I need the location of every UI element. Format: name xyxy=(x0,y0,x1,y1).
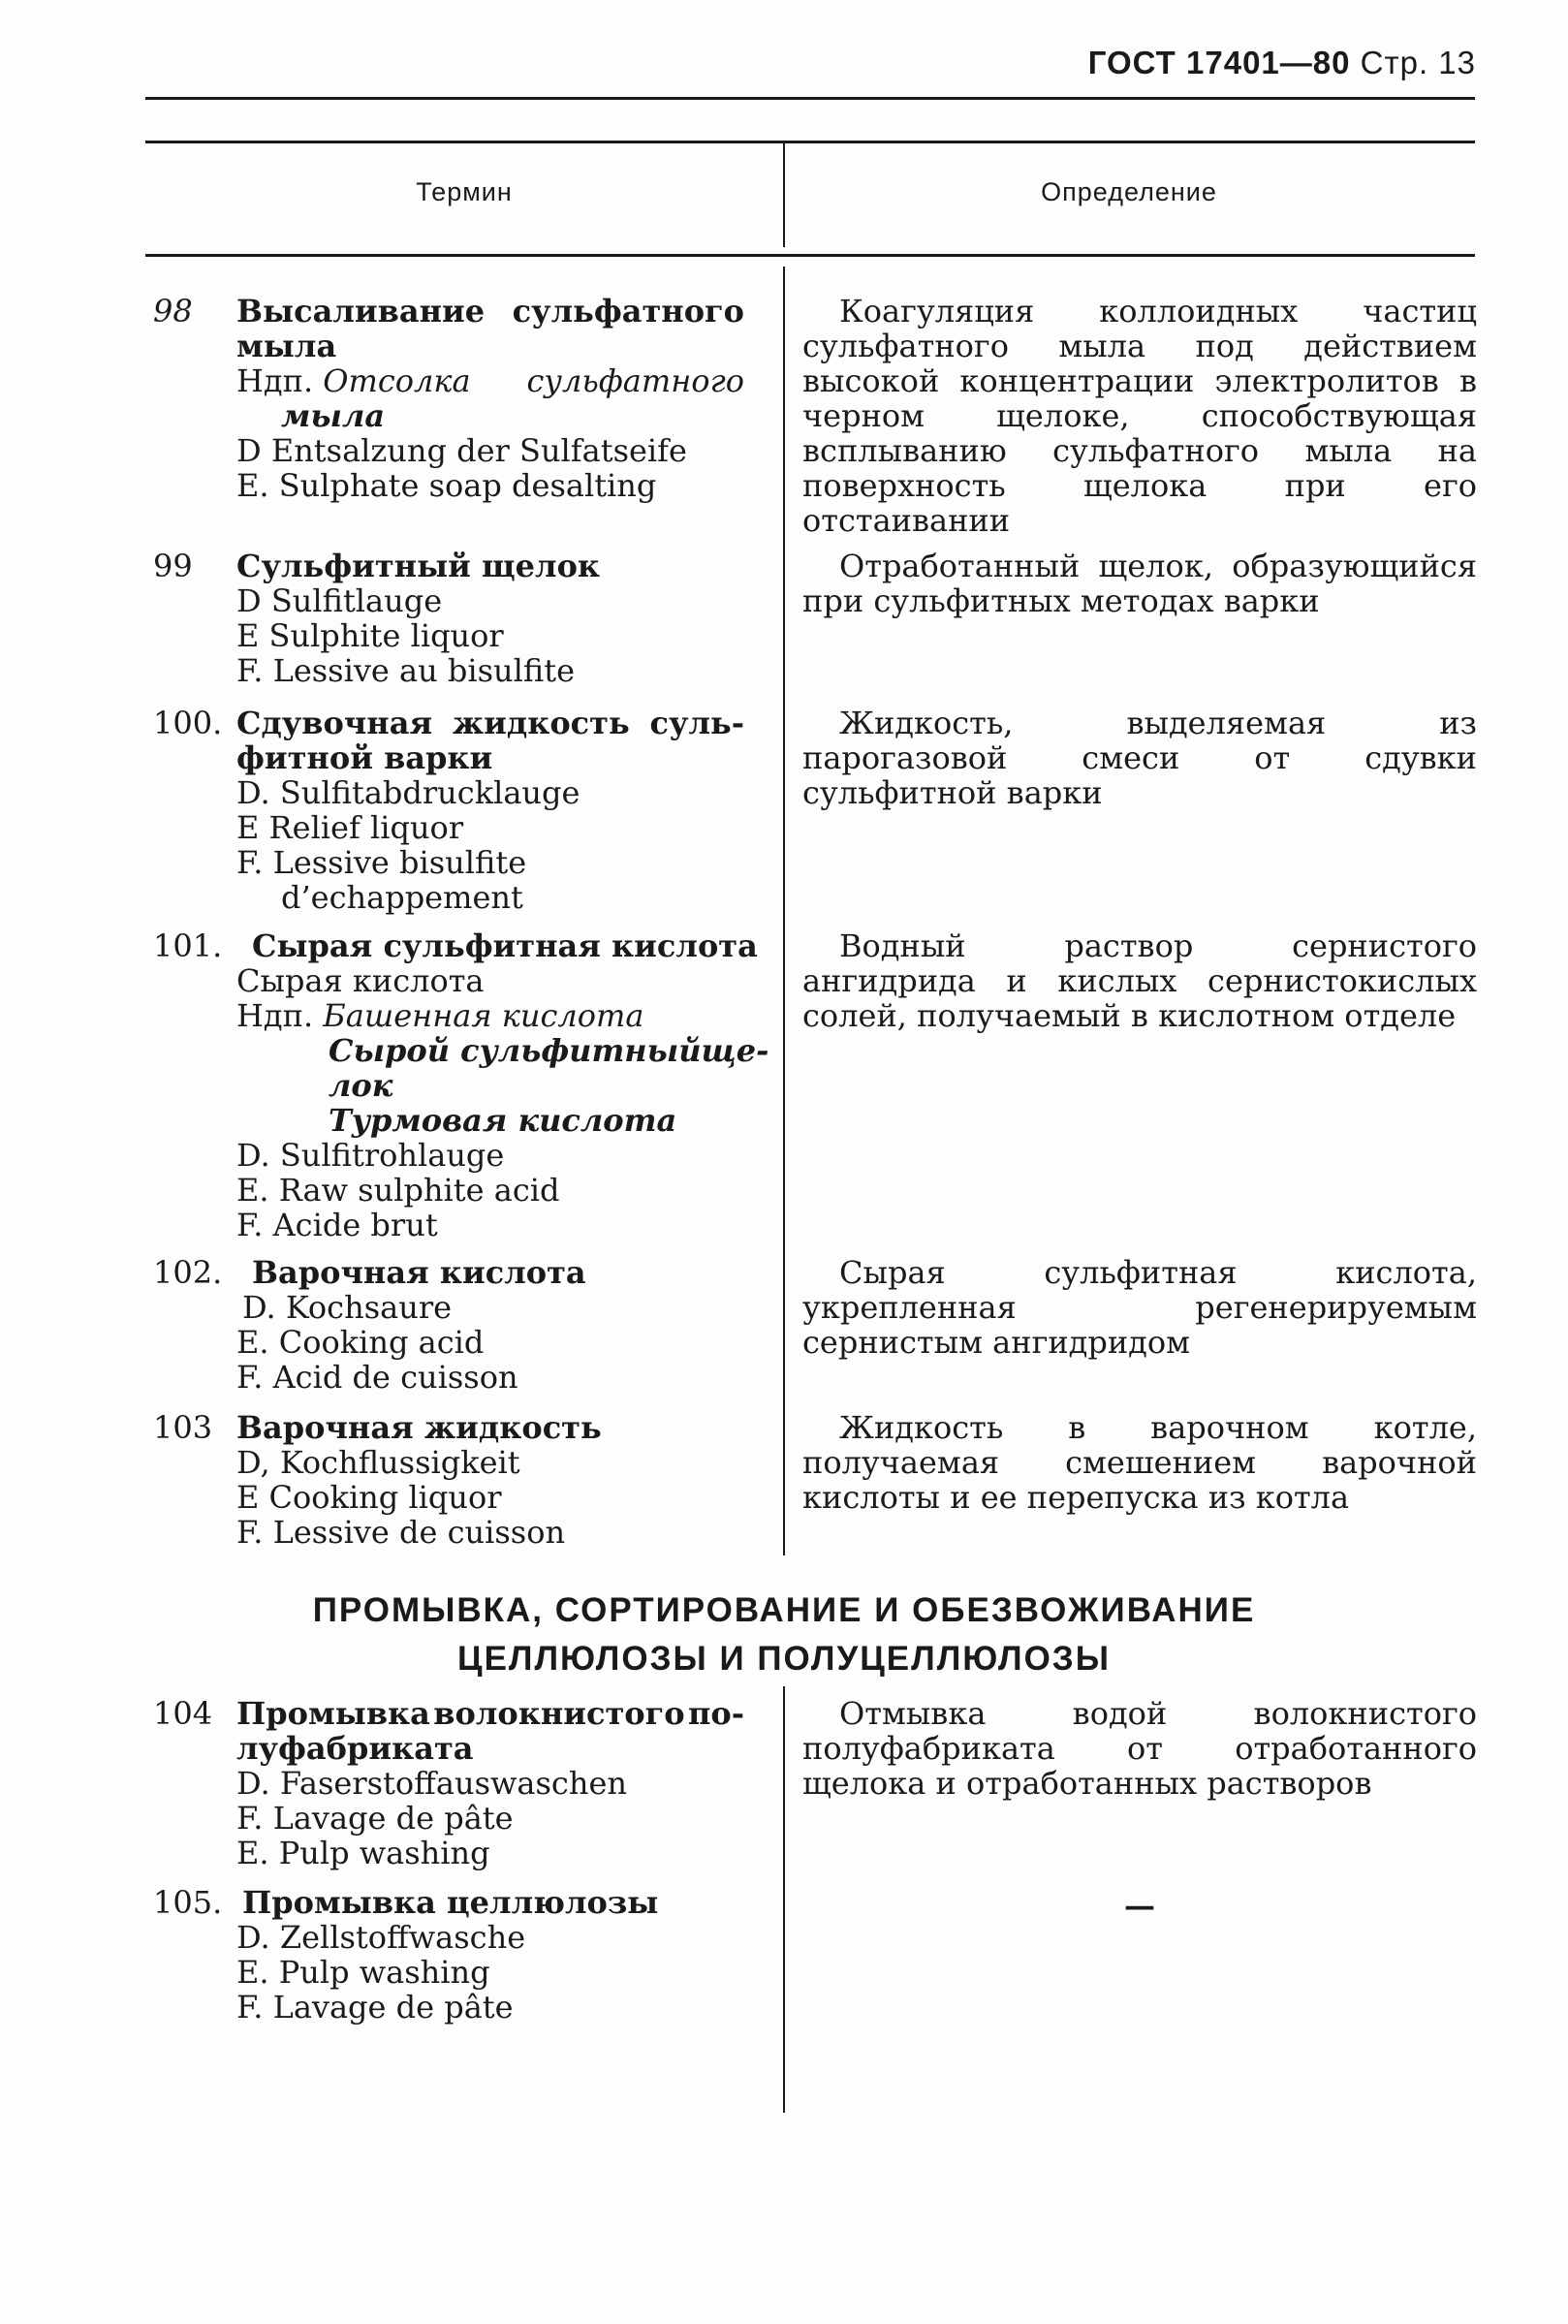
definition-104: Отмывка водой волокнистого полуфабриката от отработанного щелока и отработанных растворов xyxy=(802,1695,1477,1802)
german-equivalent: D. Kochsaure xyxy=(242,1289,453,1326)
term-name: Сдувочная жидкость суль- xyxy=(236,705,744,741)
term-name: Промывка волокнистого по- xyxy=(236,1695,744,1732)
french-equivalent: F. Acide brut xyxy=(236,1207,438,1243)
term-name-continued: луфабриката xyxy=(236,1730,474,1767)
term-name: Промывка целлюлозы xyxy=(242,1884,659,1921)
entry-number: 98 xyxy=(153,293,193,330)
table-top-rule xyxy=(145,141,1475,143)
german-equivalent: D. Zellstoffwasche xyxy=(236,1919,526,1956)
term-entry-101 xyxy=(153,927,769,1243)
term-entry-102 xyxy=(153,1255,744,1395)
english-equivalent: E. Sulphate soap desalting xyxy=(236,467,657,504)
term-name-continued: фитной варки xyxy=(236,739,493,776)
table-header-bottom-rule xyxy=(145,254,1475,257)
term-name-continued: мыла xyxy=(236,328,337,364)
german-equivalent: D Sulfitlauge xyxy=(236,582,443,619)
definition-99: Отработанный щелок, образующийся при сульфитных методах варки xyxy=(802,548,1477,619)
term-entry-104 xyxy=(153,1696,744,1870)
synonym: Сырая кислота xyxy=(236,962,485,999)
french-equivalent: F. Lessive de cuisson xyxy=(236,1514,566,1551)
french-equivalent: F. Lessive au bisulfite xyxy=(236,652,575,689)
french-equivalent: F. Lessive bisulfite xyxy=(236,844,527,881)
column-divider-main xyxy=(783,267,785,1555)
entry-number: 100. xyxy=(153,705,223,741)
page-number: Стр. 13 xyxy=(1360,45,1476,80)
deprecated-term: Ндп. Отсолка сульфатного xyxy=(236,362,744,399)
entry-number: 103 xyxy=(153,1409,213,1446)
french-equivalent: F. Lavage de pâte xyxy=(236,1989,514,2026)
entry-number: 105. xyxy=(153,1884,223,1921)
french-equivalent: F. Lavage de pâte xyxy=(236,1800,514,1837)
definition-100: Жидкость, выделяемая из парогазовой смеси от сдувки сульфитной варки xyxy=(802,705,1477,811)
german-equivalent: D Entsalzung der Sulfatseife xyxy=(236,432,687,469)
header-column-divider xyxy=(783,141,785,247)
term-name: Варочная кислота xyxy=(252,1254,586,1291)
header-underline xyxy=(145,97,1475,100)
english-equivalent: E. Pulp washing xyxy=(236,1954,490,1991)
section-heading xyxy=(0,1586,1568,1683)
english-equivalent: E. Raw sulphite acid xyxy=(236,1172,560,1209)
definition-103: Жидкость в варочном котле, получаемая смешением варочной кислоты и ее перепуска из котла xyxy=(802,1409,1477,1516)
standard-number: ГОСТ 17401—80 xyxy=(1087,45,1351,80)
definition-102: Сырая сульфитная кислота, укрепленная регенерируемым сернистым ангидридом xyxy=(802,1254,1477,1361)
deprecated-term: Ндп. Башенная кислота xyxy=(236,997,644,1034)
german-equivalent: D. Faserstoffauswaschen xyxy=(236,1765,627,1802)
entry-number: 102. xyxy=(153,1254,223,1291)
term-name: Сульфитный щелок xyxy=(236,548,601,584)
french-equivalent-continued: d’echappement xyxy=(281,879,523,916)
definition-105: — xyxy=(1124,1887,1155,1924)
deprecated-term-2: Сырой сульфитный ще- xyxy=(329,1032,769,1069)
running-header xyxy=(1088,45,1476,85)
deprecated-term-3: Турмовая кислота xyxy=(329,1102,677,1139)
term-name: Сырая сульфитная кислота xyxy=(252,927,758,964)
deprecated-term-2-continued: лок xyxy=(329,1067,393,1104)
english-equivalent: E. Pulp washing xyxy=(236,1835,490,1871)
term-entry-99 xyxy=(153,549,744,688)
term-entry-103 xyxy=(153,1410,744,1550)
column-header-term: Термин xyxy=(416,177,513,206)
english-equivalent: E Sulphite liquor xyxy=(236,617,504,654)
term-name: Варочная жидкость xyxy=(236,1409,602,1446)
term-entry-98 xyxy=(153,294,744,503)
english-equivalent: E. Cooking acid xyxy=(236,1324,485,1361)
definition-101: Водный раствор сернистого ангидрида и кислых сернистокислых солей, получаемый в кислотном отделе xyxy=(802,927,1477,1034)
term-entry-105 xyxy=(153,1885,744,2025)
entry-number: 99 xyxy=(153,548,193,584)
column-divider-section xyxy=(783,1686,785,2113)
entry-number: 101. xyxy=(153,927,223,964)
german-equivalent: D, Kochflussigkeit xyxy=(236,1444,520,1481)
definition-98: Коагуляция коллоидных частиц сульфатного мыла под действием высокой концентрации электролитов в черном щелоке, способствующая всплыванию сульфатного мыла на поверхность щелока при его отстаивании xyxy=(802,293,1477,539)
german-equivalent: D. Sulfitrohlauge xyxy=(236,1137,505,1174)
entry-number: 104 xyxy=(153,1695,213,1732)
term-entry-100 xyxy=(153,706,744,915)
deprecated-term-continued: мыла xyxy=(281,397,386,434)
term-name: Высаливание сульфатного xyxy=(236,293,744,330)
french-equivalent: F. Acid de cuisson xyxy=(236,1359,518,1396)
german-equivalent: D. Sulfitabdrucklauge xyxy=(236,774,580,811)
column-header-definition: Определение xyxy=(1041,177,1217,206)
section-heading-line-1: ПРОМЫВКА, СОРТИРОВАНИЕ И ОБЕЗВОЖИВАНИЕ xyxy=(312,1591,1256,1629)
english-equivalent: E Relief liquor xyxy=(236,809,464,846)
english-equivalent: E Cooking liquor xyxy=(236,1479,502,1516)
section-heading-line-2: ЦЕЛЛЮЛОЗЫ И ПОЛУЦЕЛЛЮЛОЗЫ xyxy=(457,1640,1111,1678)
